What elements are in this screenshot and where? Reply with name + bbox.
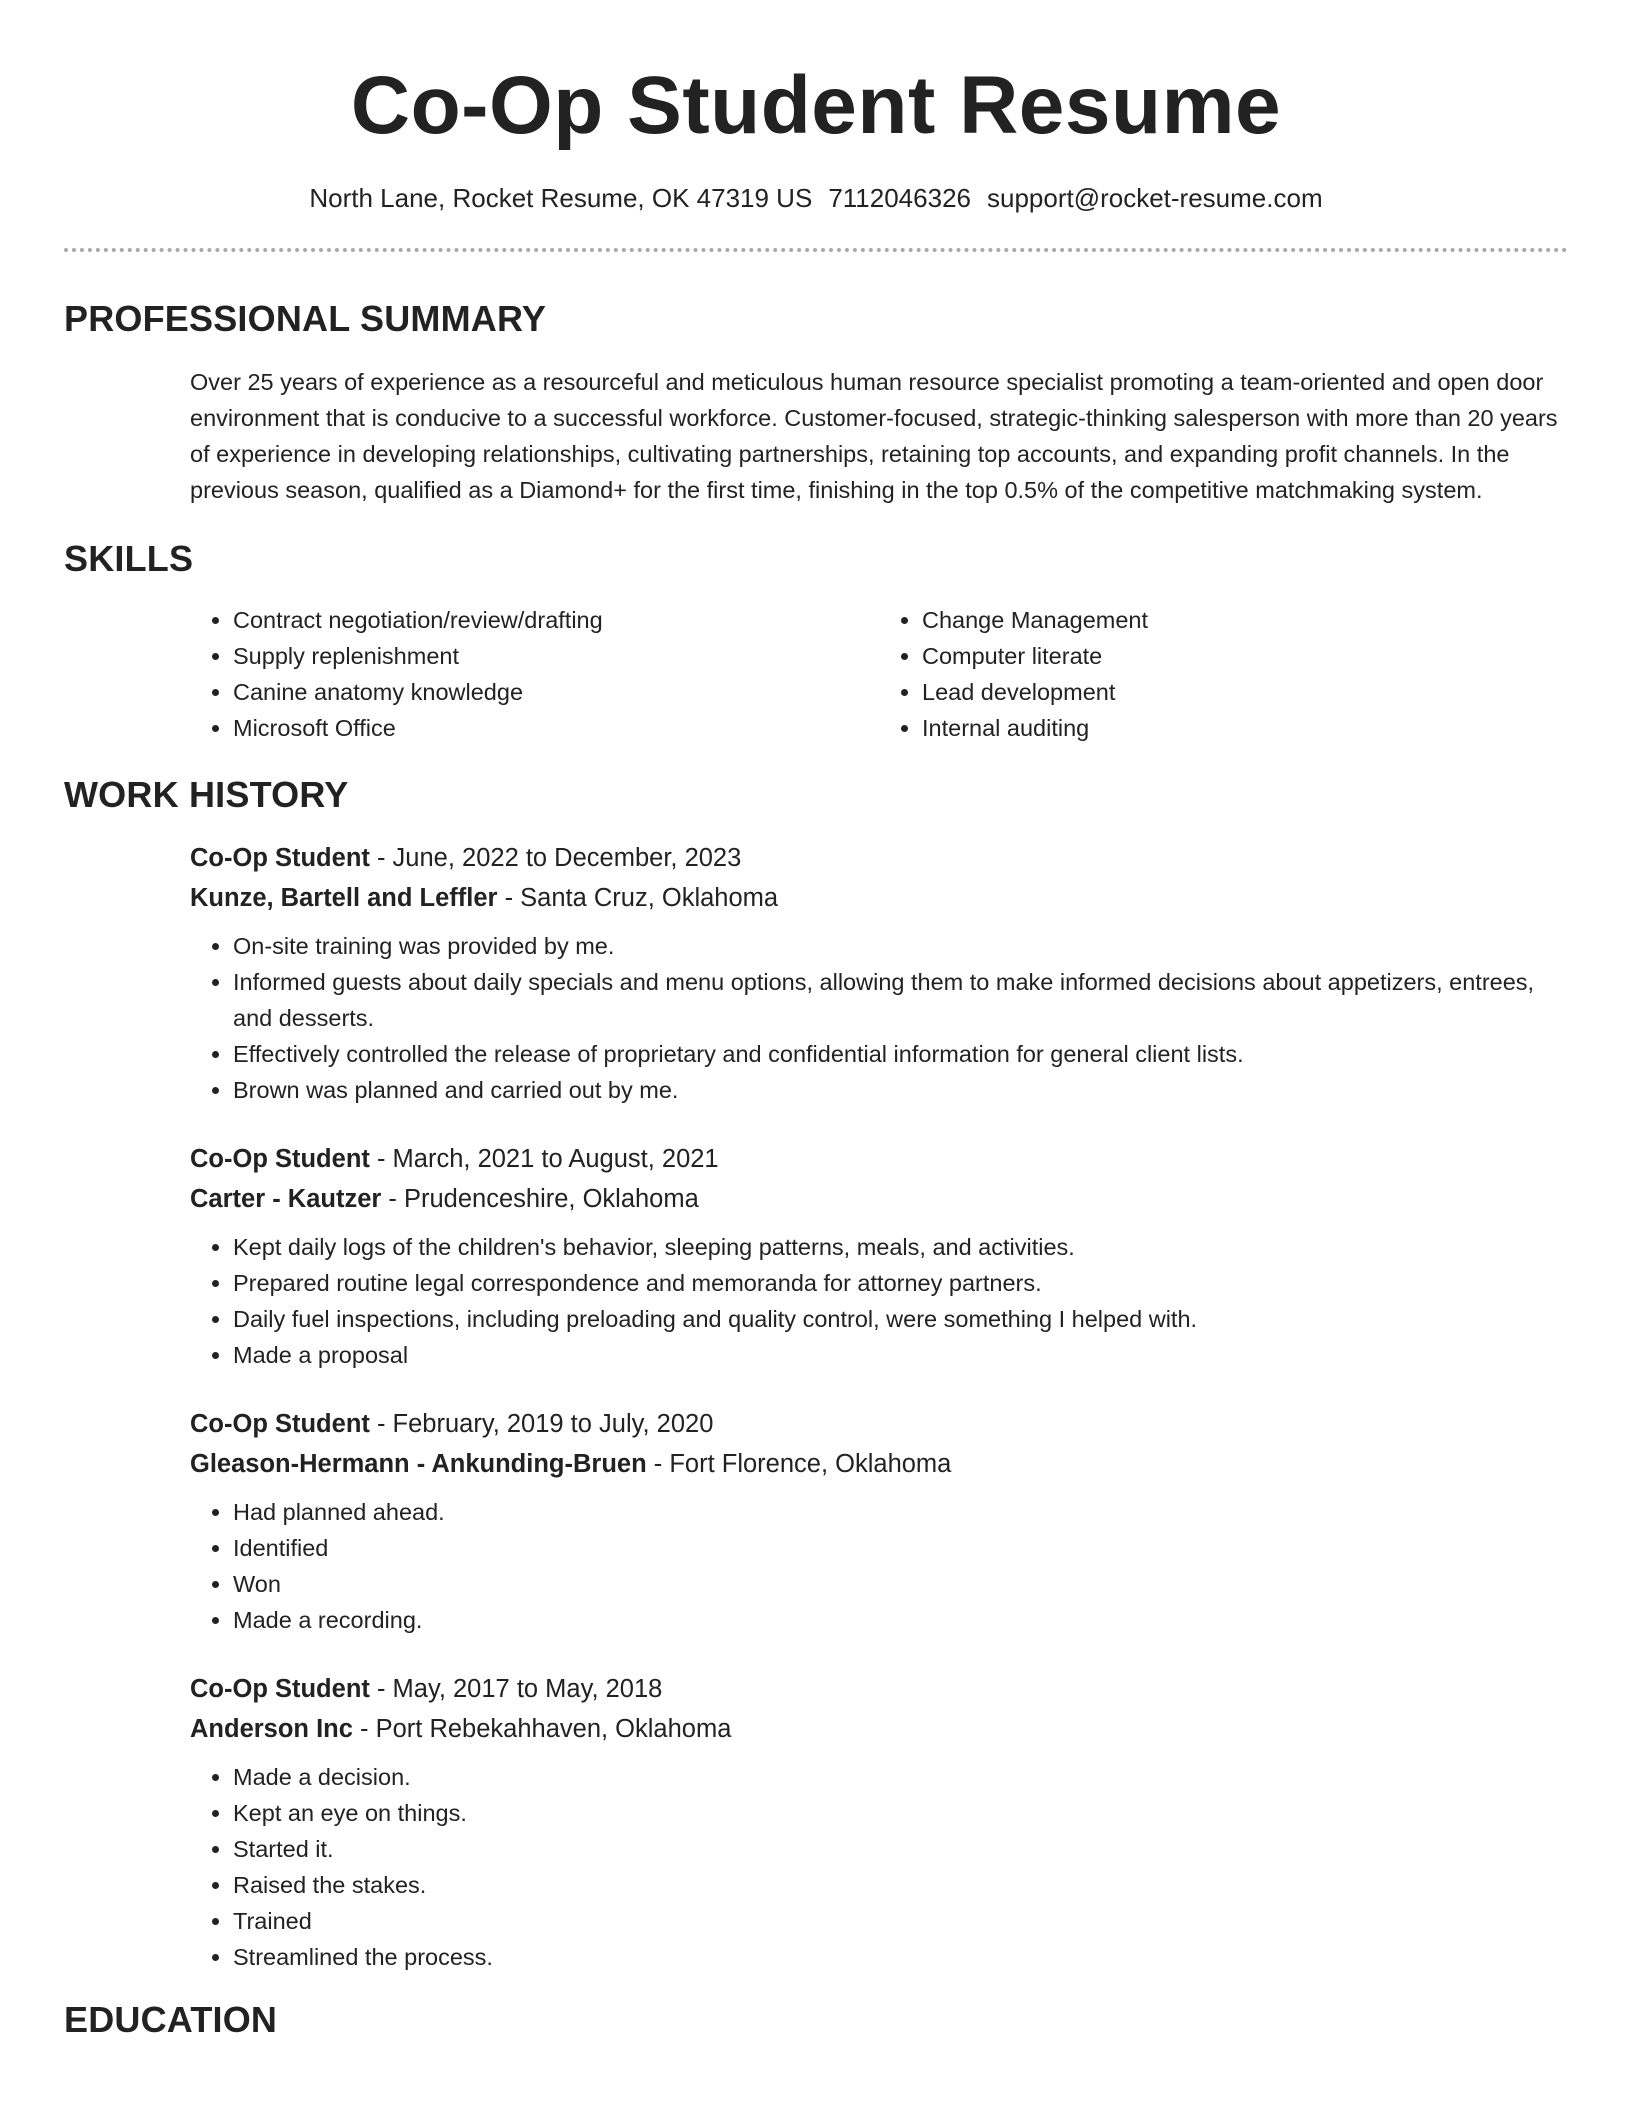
education-heading: EDUCATION xyxy=(64,1999,278,2040)
job-bullet: • Raised the stakes. xyxy=(233,1867,1568,1903)
job-entry xyxy=(190,838,1568,1108)
skill-item: • Lead development xyxy=(922,674,1568,710)
job-bullet: • Prepared routine legal correspondence and memoranda for attorney partners. xyxy=(233,1265,1568,1301)
skill-item: • Supply replenishment xyxy=(233,638,879,674)
job-title-line xyxy=(190,1669,1568,1709)
skills-column-right xyxy=(879,602,1568,746)
job-bullet: • Had planned ahead. xyxy=(233,1494,1568,1530)
job-bullet: • Made a proposal xyxy=(233,1337,1568,1373)
job-company: Anderson Inc xyxy=(190,1715,353,1743)
job-bullets xyxy=(190,1494,1568,1638)
job-entry xyxy=(190,1139,1568,1373)
job-title: Co-Op Student xyxy=(190,1410,370,1438)
summary-text: Over 25 years of experience as a resourceful and meticulous human resource specialist promoting a team-oriented and open door environment that is conducive to a successful workforce. Customer-focused, strategic-thinking salesperson with more than 20 years of experience in developing relationships, cultivating partnerships, retaining top accounts, and expanding profit channels. In the previous season, qualified as a Diamond+ for the first time, finishing in the top 0.5% of the competitive matchmaking system. xyxy=(190,369,1558,503)
job-bullet: • Effectively controlled the release of proprietary and confidential information for general client lists. xyxy=(233,1036,1568,1072)
job-company-line xyxy=(190,1179,1568,1219)
job-title-line xyxy=(190,1404,1568,1444)
job-title: Co-Op Student xyxy=(190,1675,370,1703)
job-location: - Fort Florence, Oklahoma xyxy=(646,1450,952,1478)
skill-item: • Microsoft Office xyxy=(233,710,879,746)
job-company: Gleason-Hermann - Ankunding-Bruen xyxy=(190,1450,647,1478)
skills-heading: SKILLS xyxy=(64,538,194,579)
job-company-line xyxy=(190,1709,1568,1749)
job-bullet: • Identified xyxy=(233,1530,1568,1566)
skills-column-left xyxy=(190,602,879,746)
job-bullet: • Streamlined the process. xyxy=(233,1939,1568,1975)
contact-address: North Lane, Rocket Resume, OK 47319 US xyxy=(309,183,813,213)
job-title-line xyxy=(190,838,1568,878)
contact-line xyxy=(64,182,1568,214)
job-entry xyxy=(190,1669,1568,1975)
job-dates: - June, 2022 to December, 2023 xyxy=(369,844,742,872)
resume-page xyxy=(64,0,1568,2041)
job-location: - Santa Cruz, Oklahoma xyxy=(497,884,779,912)
job-bullet: • Kept daily logs of the children's behavior, sleeping patterns, meals, and activities. xyxy=(233,1229,1568,1265)
job-bullet: • Made a decision. xyxy=(233,1759,1568,1795)
job-company: Kunze, Bartell and Leffler xyxy=(190,884,498,912)
job-bullet: • On-site training was provided by me. xyxy=(233,928,1568,964)
job-location: - Prudenceshire, Oklahoma xyxy=(381,1185,699,1213)
job-bullets xyxy=(190,1759,1568,1975)
job-company-line xyxy=(190,878,1568,918)
job-bullet: • Made a recording. xyxy=(233,1602,1568,1638)
job-bullets xyxy=(190,928,1568,1108)
work-history-heading: WORK HISTORY xyxy=(64,774,349,815)
job-bullet: • Won xyxy=(233,1566,1568,1602)
header-divider xyxy=(64,248,1568,252)
job-title-line xyxy=(190,1139,1568,1179)
job-dates: - May, 2017 to May, 2018 xyxy=(369,1675,663,1703)
job-bullet: • Started it. xyxy=(233,1831,1568,1867)
job-dates: - February, 2019 to July, 2020 xyxy=(369,1410,714,1438)
job-company: Carter - Kautzer xyxy=(190,1185,382,1213)
skill-item: • Contract negotiation/review/drafting xyxy=(233,602,879,638)
job-location: - Port Rebekahhaven, Oklahoma xyxy=(352,1715,732,1743)
job-title: Co-Op Student xyxy=(190,1145,370,1173)
job-bullet: • Brown was planned and carried out by me. xyxy=(233,1072,1568,1108)
skill-item: • Change Management xyxy=(922,602,1568,638)
contact-phone: 7112046326 xyxy=(828,183,971,213)
job-company-line xyxy=(190,1444,1568,1484)
job-bullet: • Kept an eye on things. xyxy=(233,1795,1568,1831)
skill-item: • Canine anatomy knowledge xyxy=(233,674,879,710)
job-bullet: • Daily fuel inspections, including preloading and quality control, were something I helped with. xyxy=(233,1301,1568,1337)
job-bullets xyxy=(190,1229,1568,1373)
job-bullet: • Informed guests about daily specials and menu options, allowing them to make informed decisions about appetizers, entrees, and desserts. xyxy=(233,964,1568,1036)
job-title: Co-Op Student xyxy=(190,844,370,872)
skills-list xyxy=(190,602,1568,746)
summary-heading: PROFESSIONAL SUMMARY xyxy=(64,298,547,339)
skill-item: • Computer literate xyxy=(922,638,1568,674)
job-entry xyxy=(190,1404,1568,1638)
skill-item: • Internal auditing xyxy=(922,710,1568,746)
resume-title: Co-Op Student Resume xyxy=(350,60,1282,151)
job-bullet: • Trained xyxy=(233,1903,1568,1939)
job-dates: - March, 2021 to August, 2021 xyxy=(369,1145,719,1173)
contact-email: support@rocket-resume.com xyxy=(986,183,1323,213)
